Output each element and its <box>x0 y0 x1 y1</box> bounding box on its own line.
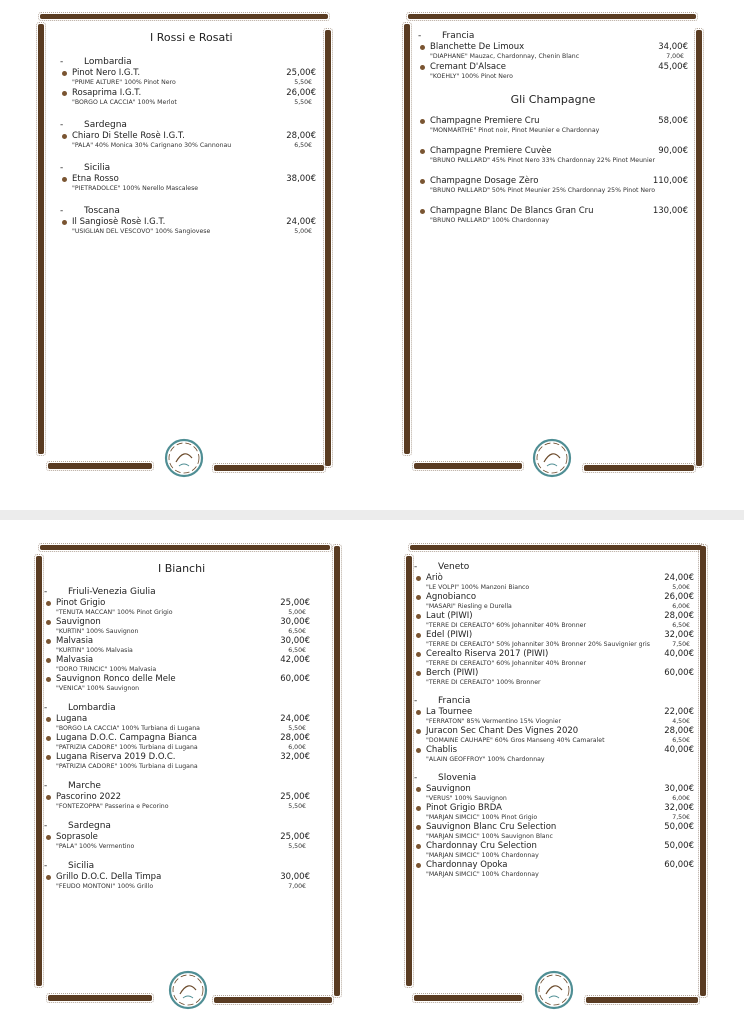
wine-item <box>418 42 688 62</box>
wine-price: 25,00€ <box>286 68 316 78</box>
bullet-icon <box>420 65 425 70</box>
wine-item <box>44 674 310 693</box>
wine-name: Cerealto Riserva 2017 (PIWI) <box>426 649 549 659</box>
wine-item <box>414 592 694 611</box>
wine-name: Etna Rosso <box>72 174 119 184</box>
brush-border-bottom-left <box>414 463 522 469</box>
wine-item <box>60 68 316 88</box>
brush-border-left <box>406 556 412 986</box>
bullet-icon <box>416 710 421 715</box>
wine-item <box>60 174 316 194</box>
wine-name: Laut (PIWI) <box>426 611 473 621</box>
wine-producer: "MARJAN SIMCIC" 100% Chardonnay <box>426 871 539 878</box>
wine-item <box>44 714 310 733</box>
bullet-icon <box>62 91 67 96</box>
wine-name: Malvasia <box>56 655 94 665</box>
wine-name: Edel (PIWI) <box>426 630 473 640</box>
wine-producer: "MASARI" Riesling e Durella <box>426 603 512 610</box>
wine-price: 50,00€ <box>664 841 694 851</box>
wine-price: 60,00€ <box>664 860 694 870</box>
wine-stain-logo-icon <box>532 968 576 1012</box>
bullet-icon <box>46 736 51 741</box>
wine-price: 50,00€ <box>664 822 694 832</box>
wine-item <box>414 822 694 841</box>
region-section <box>44 860 310 891</box>
wine-glass-price: 5,00€ <box>294 228 312 235</box>
region-section <box>414 561 694 687</box>
region-section <box>44 586 310 693</box>
wine-price: 30,00€ <box>280 636 310 646</box>
bullet-icon <box>62 220 67 225</box>
wine-name: Soprasole <box>56 832 98 842</box>
wine-name: Lugana D.O.C. Campagna Bianca <box>56 733 197 743</box>
wine-name: Pinot Grigio BRDA <box>426 803 502 813</box>
wine-price: 40,00€ <box>664 649 694 659</box>
wine-price: 28,00€ <box>286 131 316 141</box>
wine-producer: "BORGO LA CACCIA" 100% Turbiana di Lugana <box>56 725 200 732</box>
wine-name: Lugana Riserva 2019 D.O.C. <box>56 752 176 762</box>
wine-name: Chablis <box>426 745 458 755</box>
wine-glass-price: 7,00€ <box>666 53 684 60</box>
brush-border-bottom-left <box>414 995 522 1001</box>
wine-producer: "MARJAN SIMCIC" 100% Chardonnay <box>426 852 539 859</box>
wine-item <box>414 784 694 803</box>
champagne-entry <box>418 116 688 136</box>
bullet-icon <box>416 633 421 638</box>
wine-producer: "TERRE DI CEREALTO" 60% Johanniter 40% Bronner <box>426 660 586 667</box>
wine-item <box>60 88 316 108</box>
region-section <box>60 119 316 151</box>
wine-price: 32,00€ <box>664 803 694 813</box>
page-content <box>44 586 310 900</box>
bullet-icon <box>420 209 425 214</box>
wine-producer: "TERRE DI CEREALTO" 60% Johanniter 40% Bronner <box>426 622 586 629</box>
wine-producer: "FONTEZOPPA" Passerina e Pecorino <box>56 803 169 810</box>
wine-price: 40,00€ <box>664 745 694 755</box>
wine-name: Sauvignon <box>56 617 101 627</box>
brush-border-left <box>404 24 410 454</box>
wine-producer: "PATRIZIA CADORE" 100% Turbiana di Lugana <box>56 744 198 751</box>
region-name: - Lombardia <box>60 56 316 68</box>
wine-item <box>414 860 694 879</box>
wine-item <box>44 872 310 891</box>
bullet-icon <box>46 639 51 644</box>
wine-price: 30,00€ <box>664 784 694 794</box>
wine-glass-price: 5,50€ <box>288 725 306 732</box>
bullet-icon <box>416 806 421 811</box>
wine-name: Sauvignon Ronco delle Mele <box>56 674 176 684</box>
wine-price: 90,00€ <box>658 146 688 156</box>
wine-producer: "DIAPHANE" Mauzac, Chardonnay, Chenin Blanc <box>430 53 580 60</box>
wine-item <box>418 62 688 82</box>
wine-price: 58,00€ <box>658 116 688 126</box>
wine-item <box>414 573 694 592</box>
bullet-icon <box>416 787 421 792</box>
brush-border-right <box>700 546 706 996</box>
wine-price: 32,00€ <box>280 752 310 762</box>
brush-border-bottom-right <box>214 997 332 1003</box>
bullet-icon <box>420 179 425 184</box>
wine-name: Chiaro Di Stelle Rosè I.G.T. <box>72 131 185 141</box>
wine-stain-logo-icon <box>530 436 574 480</box>
wine-price: 38,00€ <box>286 174 316 184</box>
wine-glass-price: 6,50€ <box>672 622 690 629</box>
wine-item <box>44 655 310 674</box>
wine-price: 60,00€ <box>280 674 310 684</box>
wine-price: 32,00€ <box>664 630 694 640</box>
wine-producer: "DOMAINE CAUHAPE" 60% Gros Manseng 40% Camaralet <box>426 737 605 744</box>
region-section <box>44 820 310 851</box>
wine-item <box>418 116 688 136</box>
wine-producer: "MARJAN SIMCIC" 100% Pinot Grigio <box>426 814 538 821</box>
wine-name: Pinot Grigio <box>56 598 106 608</box>
wine-name: Berch (PIWI) <box>426 668 479 678</box>
brush-border-top <box>410 545 702 550</box>
wine-item <box>44 832 310 851</box>
region-section <box>60 162 316 194</box>
page-content <box>418 30 688 236</box>
wine-item <box>414 668 694 687</box>
wine-name: Ariò <box>426 573 443 583</box>
champagne-entry <box>418 206 688 226</box>
brush-border-right <box>696 30 702 466</box>
region-name: - Lombardia <box>44 702 310 714</box>
wine-producer: "TERRE DI CEREALTO" 100% Bronner <box>426 679 541 686</box>
wine-name: Pinot Nero I.G.T. <box>72 68 141 78</box>
brush-border-bottom-right <box>584 465 694 471</box>
wine-item <box>44 752 310 771</box>
wine-item <box>60 217 316 237</box>
wine-name: Blanchette De Limoux <box>430 42 525 52</box>
bullet-icon <box>46 658 51 663</box>
bullet-icon <box>62 71 67 76</box>
wine-producer: "KURTIN" 100% Malvasia <box>56 647 133 654</box>
bullet-icon <box>416 748 421 753</box>
brush-border-top <box>40 545 330 550</box>
wine-name: La Tournee <box>426 707 473 717</box>
wine-item <box>414 726 694 745</box>
wine-price: 28,00€ <box>664 726 694 736</box>
wine-item <box>44 792 310 811</box>
wine-item <box>414 611 694 630</box>
wine-producer: "PATRIZIA CADORE" 100% Turbiana di Lugana <box>56 763 198 770</box>
wine-item <box>44 617 310 636</box>
wine-item <box>414 803 694 822</box>
region-name: - Sardegna <box>44 820 310 832</box>
brush-border-bottom-right <box>586 997 698 1003</box>
bullet-icon <box>62 134 67 139</box>
bullet-icon <box>46 795 51 800</box>
wine-glass-price: 6,00€ <box>672 795 690 802</box>
bullet-icon <box>416 576 421 581</box>
wine-name: Champagne Premiere Cru <box>430 116 540 126</box>
brush-border-left <box>38 24 44 454</box>
wine-item <box>414 841 694 860</box>
wine-producer: "FERRATON" 85% Vermentino 15% Viognier <box>426 718 562 725</box>
bullet-icon <box>46 601 51 606</box>
wine-name: Cremant D'Alsace <box>430 62 506 72</box>
brush-border-bottom-right <box>214 465 324 471</box>
wine-name: Pascorino 2022 <box>56 792 122 802</box>
wine-price: 30,00€ <box>280 872 310 882</box>
wine-producer: "FEUDO MONTONI" 100% Grillo <box>56 883 154 890</box>
wine-price: 24,00€ <box>664 573 694 583</box>
wine-item <box>44 598 310 617</box>
wine-name: Malvasia <box>56 636 94 646</box>
brush-border-bottom-left <box>48 995 152 1001</box>
wine-name: Agnobianco <box>426 592 477 602</box>
wine-glass-price: 4,50€ <box>672 718 690 725</box>
page-content <box>414 561 694 887</box>
wine-price: 130,00€ <box>652 206 688 216</box>
wine-producer: "PRIME ALTURE" 100% Pinot Nero <box>72 79 176 86</box>
region-section <box>44 780 310 811</box>
brush-border-right <box>334 546 340 996</box>
wine-price: 34,00€ <box>658 42 688 52</box>
wine-item <box>414 745 694 764</box>
champagne-entry <box>418 146 688 166</box>
wine-item <box>418 146 688 166</box>
wine-glass-price: 5,50€ <box>288 843 306 850</box>
wine-glass-price: 6,00€ <box>288 744 306 751</box>
wine-price: 25,00€ <box>280 792 310 802</box>
bullet-icon <box>46 755 51 760</box>
wine-glass-price: 6,50€ <box>294 142 312 149</box>
region-section <box>414 772 694 879</box>
region-name: - Sicilia <box>44 860 310 872</box>
wine-item <box>414 630 694 649</box>
wine-name: Sauvignon <box>426 784 471 794</box>
brush-border-top <box>408 14 696 19</box>
wine-item <box>44 733 310 752</box>
wine-name: Champagne Dosage Zèro <box>430 176 539 186</box>
wine-glass-price: 5,50€ <box>294 99 312 106</box>
wine-glass-price: 7,50€ <box>672 641 690 648</box>
wine-glass-price: 7,00€ <box>288 883 306 890</box>
wine-price: 25,00€ <box>280 598 310 608</box>
brush-border-left <box>36 556 42 986</box>
wine-producer: "LE VOLPI" 100% Manzoni Bianco <box>426 584 530 591</box>
wine-producer: "TERRE DI CEREALTO" 50% Johanniter 30% Bronner 20% Sauvignier gris <box>426 641 651 648</box>
wine-item <box>414 707 694 726</box>
region-name: - Veneto <box>414 561 694 573</box>
wine-glass-price: 6,50€ <box>288 628 306 635</box>
region-name: - Friuli-Venezia Giulia <box>44 586 310 598</box>
wine-producer: "PIETRADOLCE" 100% Nerello Mascalese <box>72 185 199 192</box>
wine-producer: "PALA" 100% Vermentino <box>56 843 135 850</box>
wine-producer: "ALAIN GEOFFROY" 100% Chardonnay <box>426 756 545 763</box>
wine-producer: "KOEHLY" 100% Pinot Nero <box>430 73 513 80</box>
wine-item <box>418 206 688 226</box>
wine-producer: "MONMARTHE" Pinot noir, Pinot Meunier e Chardonnay <box>430 127 600 134</box>
region-name: - Marche <box>44 780 310 792</box>
wine-producer: "VENICA" 100% Sauvignon <box>56 685 140 692</box>
page-content <box>60 56 316 248</box>
wine-price: 25,00€ <box>280 832 310 842</box>
brush-border-right <box>325 30 331 466</box>
wine-producer: "MARJAN SIMCIC" 100% Sauvignon Blanc <box>426 833 553 840</box>
bullet-icon <box>46 677 51 682</box>
page-title: I Rossi e Rosati <box>150 31 233 44</box>
wine-price: 110,00€ <box>652 176 688 186</box>
wine-name: Rosaprima I.G.T. <box>72 88 142 98</box>
brush-border-top <box>40 14 328 19</box>
wine-name: Champagne Blanc De Blancs Gran Cru <box>430 206 594 216</box>
region-section <box>414 695 694 764</box>
brush-border-bottom-left <box>48 463 152 469</box>
wine-stain-logo-icon <box>166 968 210 1012</box>
wine-price: 42,00€ <box>280 655 310 665</box>
wine-producer: "PALA" 40% Monica 30% Carignano 30% Cannonau <box>72 142 232 149</box>
wine-name: Chardonnay Opoka <box>426 860 508 870</box>
bullet-icon <box>46 717 51 722</box>
wine-price: 24,00€ <box>280 714 310 724</box>
wine-producer: "USIGLIAN DEL VESCOVO" 100% Sangiovese <box>72 228 211 235</box>
wine-stain-logo-icon <box>162 436 206 480</box>
wine-price: 60,00€ <box>664 668 694 678</box>
wine-name: Juracon Sec Chant Des Vignes 2020 <box>426 726 579 736</box>
wine-glass-price: 5,00€ <box>672 584 690 591</box>
bullet-icon <box>46 875 51 880</box>
region-name: - Francia <box>418 30 688 42</box>
wine-price: 22,00€ <box>664 707 694 717</box>
wine-producer: "TENUTA MACCAN" 100% Pinot Grigio <box>56 609 173 616</box>
wine-glass-price: 6,50€ <box>288 647 306 654</box>
wine-price: 24,00€ <box>286 217 316 227</box>
wine-name: Chardonnay Cru Selection <box>426 841 537 851</box>
wine-price: 26,00€ <box>286 88 316 98</box>
region-name: - Francia <box>414 695 694 707</box>
region-name: - Slovenia <box>414 772 694 784</box>
wine-item <box>60 131 316 151</box>
wine-name: Champagne Premiere Cuvèe <box>430 146 552 156</box>
bullet-icon <box>416 595 421 600</box>
region-section <box>44 702 310 771</box>
bullet-icon <box>416 652 421 657</box>
wine-producer: "VERUS" 100% Sauvignon <box>426 795 507 802</box>
region-section <box>60 56 316 108</box>
wine-glass-price: 5,00€ <box>288 609 306 616</box>
bullet-icon <box>420 119 425 124</box>
bullet-icon <box>46 835 51 840</box>
bullet-icon <box>416 844 421 849</box>
wine-name: Il Sangiosè Rosè I.G.T. <box>72 217 166 227</box>
region-section <box>60 205 316 237</box>
section-title: Gli Champagne <box>510 93 596 106</box>
wine-price: 45,00€ <box>658 62 688 72</box>
wine-item <box>414 649 694 668</box>
wine-price: 28,00€ <box>664 611 694 621</box>
bullet-icon <box>416 825 421 830</box>
wine-name: Sauvignon Blanc Cru Selection <box>426 822 557 832</box>
region-name: - Sardegna <box>60 119 316 131</box>
champagne-entry <box>418 176 688 196</box>
wine-item <box>44 636 310 655</box>
wine-name: Grillo D.O.C. Della Timpa <box>56 872 162 882</box>
page-title: I Bianchi <box>158 562 206 575</box>
wine-price: 28,00€ <box>280 733 310 743</box>
bullet-icon <box>62 177 67 182</box>
wine-producer: "BRUNO PAILLARD" 100% Chardonnay <box>430 217 550 224</box>
wine-glass-price: 6,00€ <box>672 603 690 610</box>
wine-price: 30,00€ <box>280 617 310 627</box>
wine-producer: "BRUNO PAILLARD" 45% Pinot Nero 33% Chardonnay 22% Pinot Meunier <box>430 157 656 164</box>
region-name: - Toscana <box>60 205 316 217</box>
wine-item <box>418 176 688 196</box>
wine-producer: "DORO TRINCIC" 100% Malvasia <box>56 666 157 673</box>
bullet-icon <box>420 45 425 50</box>
wine-price: 26,00€ <box>664 592 694 602</box>
wine-producer: "KURTIN" 100% Sauvignon <box>56 628 139 635</box>
bullet-icon <box>416 671 421 676</box>
bullet-icon <box>416 863 421 868</box>
wine-glass-price: 7,50€ <box>672 814 690 821</box>
bullet-icon <box>46 620 51 625</box>
bullet-icon <box>416 729 421 734</box>
wine-name: Lugana <box>56 714 88 724</box>
bullet-icon <box>416 614 421 619</box>
wine-glass-price: 6,50€ <box>672 737 690 744</box>
wine-producer: "BORGO LA CACCIA" 100% Merlot <box>72 99 177 106</box>
region-section <box>418 30 688 82</box>
bullet-icon <box>420 149 425 154</box>
wine-producer: "BRUNO PAILLARD" 50% Pinot Meunier 25% Chardonnay 25% Pinot Nero <box>430 187 656 194</box>
region-name: - Sicilia <box>60 162 316 174</box>
wine-glass-price: 5,50€ <box>288 803 306 810</box>
wine-glass-price: 5,50€ <box>294 79 312 86</box>
